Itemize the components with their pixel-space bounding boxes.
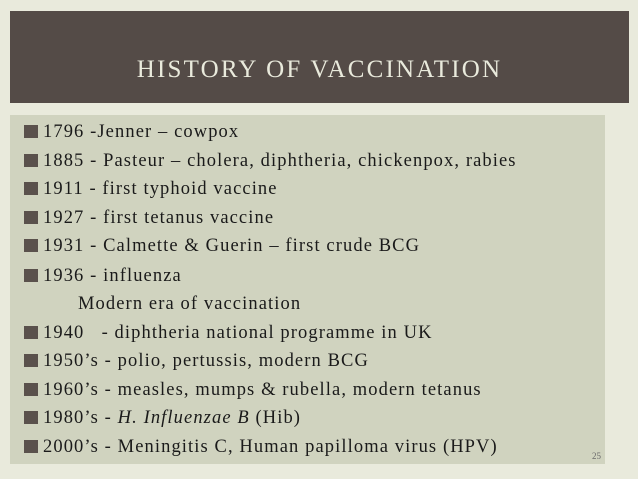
list-item xyxy=(24,379,482,401)
list-subheading-text: Modern era of vaccination xyxy=(78,294,302,314)
list-item xyxy=(24,265,182,287)
list-item xyxy=(24,407,301,429)
list-item-text-italic: H. Influenzae B xyxy=(117,408,250,428)
list-item-text: 1950’s - polio, pertussis, modern BCG xyxy=(43,351,369,371)
square-bullet-icon xyxy=(24,326,38,339)
list-item xyxy=(24,150,517,172)
list-item-text: 2000’s - Meningitis C, Human papilloma virus (HPV) xyxy=(43,437,498,457)
slide-title: HISTORY OF VACCINATION xyxy=(136,56,503,83)
square-bullet-icon xyxy=(24,125,38,138)
list-item-text: 1796 -Jenner – cowpox xyxy=(43,122,240,142)
content-box xyxy=(10,115,605,464)
list-item xyxy=(24,207,274,229)
list-item xyxy=(24,235,420,257)
title-band xyxy=(10,11,629,103)
list-item-text-prefix: 1980’s - xyxy=(43,408,118,428)
list-item xyxy=(24,121,239,143)
list-item-text: 1911 - first typhoid vaccine xyxy=(43,179,278,199)
list-item-text-suffix: (Hib) xyxy=(249,408,302,428)
square-bullet-icon xyxy=(24,182,38,195)
list-item xyxy=(24,350,369,372)
square-bullet-icon xyxy=(24,269,38,282)
square-bullet-icon xyxy=(24,411,38,424)
list-subheading xyxy=(24,293,301,315)
list-item-text: 1960’s - measles, mumps & rubella, modern tetanus xyxy=(43,380,482,400)
list-item xyxy=(24,322,433,344)
square-bullet-icon xyxy=(24,383,38,396)
square-bullet-icon xyxy=(24,211,38,224)
page-number: 25 xyxy=(592,451,601,461)
square-bullet-icon xyxy=(24,239,38,252)
square-bullet-icon xyxy=(24,440,38,453)
list-item xyxy=(24,178,278,200)
list-item-text: 1936 - influenza xyxy=(43,266,182,286)
list-item-text: 1885 - Pasteur – cholera, diphtheria, chickenpox, rabies xyxy=(43,151,517,171)
square-bullet-icon xyxy=(24,154,38,167)
list-item-text: 1940 - diphtheria national programme in UK xyxy=(43,323,433,343)
list-item-text: 1931 - Calmette & Guerin – first crude BCG xyxy=(43,236,421,256)
square-bullet-icon xyxy=(24,354,38,367)
list-item xyxy=(24,436,498,458)
list-item-text: 1927 - first tetanus vaccine xyxy=(43,208,275,228)
